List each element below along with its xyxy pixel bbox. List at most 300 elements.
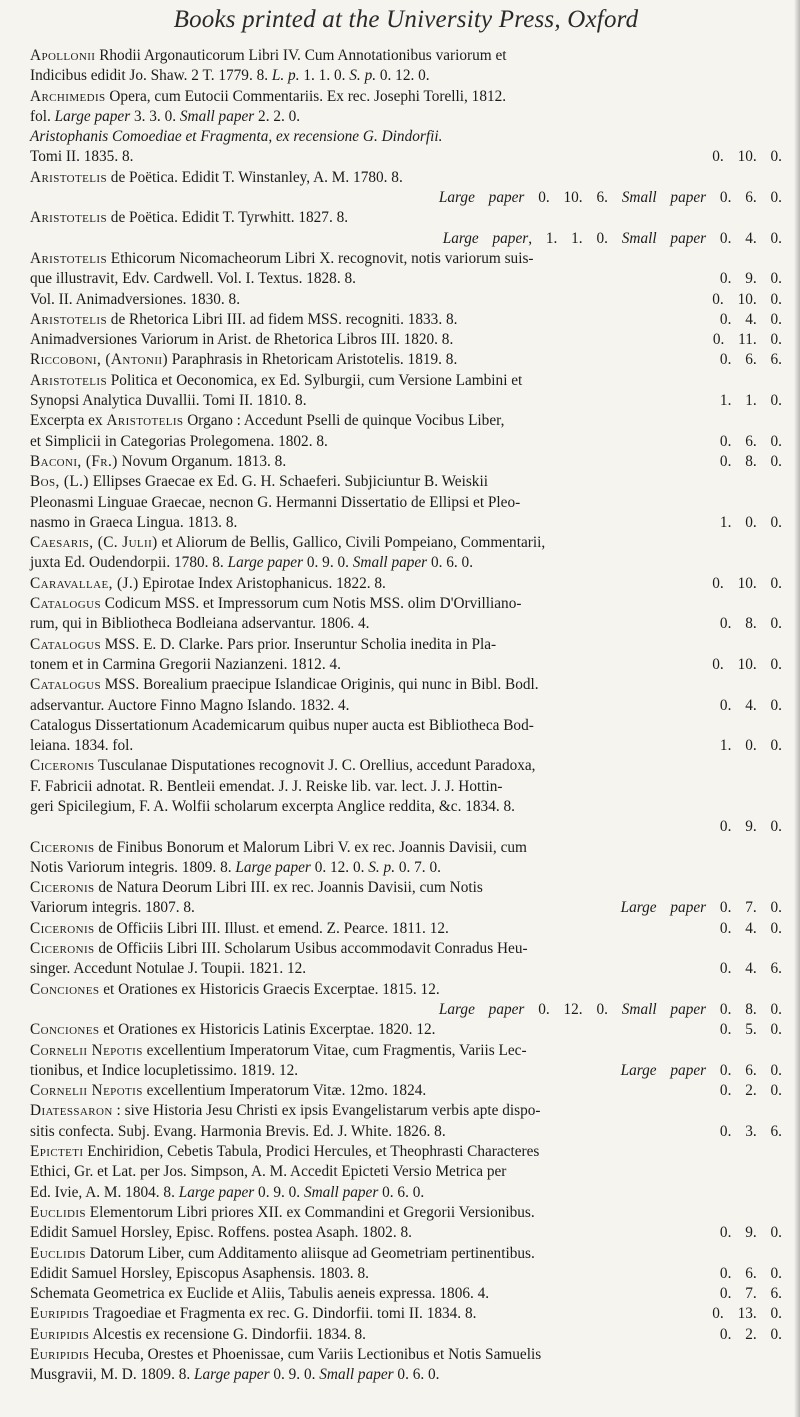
entry-description bbox=[30, 553, 782, 573]
entry-text: 0. 8. 0. bbox=[706, 1000, 782, 1018]
book-entry bbox=[30, 452, 782, 472]
entry-text: 0. 9. 0. bbox=[269, 1366, 320, 1384]
entry-text: 0. 6. 0. bbox=[706, 1061, 782, 1079]
entry-text: Ethicorum Nicomacheorum Libri X. recognovit, notis variorum suis- bbox=[106, 249, 534, 267]
entry-description bbox=[30, 168, 782, 188]
book-entry bbox=[30, 1041, 782, 1082]
price: 0. 2. 0. bbox=[719, 1082, 782, 1100]
entry-line bbox=[30, 107, 782, 127]
edition-note: Large paper bbox=[54, 107, 131, 125]
entry-text: tionibus, et Indice locupletissimo. 1819. 12. bbox=[30, 1061, 299, 1079]
entry-line bbox=[30, 1183, 782, 1203]
entry-line bbox=[30, 472, 782, 492]
edition-note: Large paper bbox=[178, 1183, 255, 1201]
entry-description bbox=[30, 1325, 704, 1345]
book-entry bbox=[30, 574, 782, 594]
entry-line bbox=[30, 1284, 782, 1304]
entry-description bbox=[30, 391, 704, 411]
entry-line bbox=[30, 533, 782, 553]
entry-line bbox=[30, 371, 782, 391]
entry-line bbox=[30, 1122, 782, 1142]
entry-line bbox=[30, 655, 782, 675]
entry-text: singer. Accedunt Notulae J. Toupii. 1821. 12. bbox=[30, 960, 307, 978]
entry-text: Datorum Liber, cum Additamento aliisque ad Geometriam pertinentibus. bbox=[85, 1244, 535, 1262]
author-name: Ciceronis bbox=[30, 879, 95, 897]
entry-text: MSS. E. D. Clarke. Pars prior. Inseruntur Scholia inedita in Pla- bbox=[100, 635, 497, 653]
entry-text: Opera, cum Eutocii Commentariis. Ex rec. Josephi Torelli, 1812. bbox=[105, 87, 507, 105]
entry-description bbox=[30, 878, 782, 898]
entry-text: MSS. Borealium praecipue Islandicae Originis, qui nunc in Bibl. Bodl. bbox=[100, 676, 539, 694]
edition-note: Small paper bbox=[621, 229, 707, 247]
price: 0. 10. 0. bbox=[712, 655, 782, 673]
edition-note: Aristophanis Comoediae et Fragmenta, ex recensione G. Dindorfii. bbox=[30, 128, 443, 146]
author-name: Bos, (L.) bbox=[30, 473, 89, 491]
book-entry bbox=[30, 472, 782, 533]
edition-note: Small paper bbox=[319, 1366, 394, 1384]
entry-text: et Aliorum de Bellis, Gallico, Civili Pompeiano, Commentarii, bbox=[157, 534, 546, 552]
entry-text: Musgravii, M. D. 1809. 8. bbox=[30, 1366, 195, 1384]
price: 0. 10. 0. bbox=[712, 290, 782, 308]
entry-line bbox=[30, 696, 782, 716]
book-entry bbox=[30, 635, 782, 676]
entry-line bbox=[30, 594, 782, 614]
entry-text: Epirotae Index Aristophanicus. 1822. 8. bbox=[138, 574, 386, 592]
book-entry bbox=[30, 756, 782, 837]
entry-text: Ed. Ivie, A. M. 1804. 8. bbox=[30, 1183, 179, 1201]
author-name: Catalogus bbox=[30, 676, 101, 694]
price: 1. 1. 0. bbox=[719, 392, 782, 410]
entry-line bbox=[30, 493, 782, 513]
price bbox=[620, 1061, 782, 1081]
entry-description bbox=[30, 432, 704, 452]
author-name: Apollonii bbox=[30, 47, 96, 64]
entry-line bbox=[30, 411, 782, 431]
author-name: Conciones bbox=[30, 1021, 100, 1039]
author-name: Ciceronis bbox=[30, 940, 95, 958]
entry-text: Rhodii Argonauticorum Libri IV. Cum Annotationibus variorum et bbox=[95, 47, 507, 64]
entry-text: adservantur. Auctore Finno Magno Islando. 1832. 4. bbox=[30, 696, 350, 714]
entry-text: Catalogus Dissertationum Academicarum quibus nuper aucta est Bibliotheca Bod- bbox=[30, 716, 534, 734]
entry-description bbox=[30, 472, 782, 492]
page-header: Books printed at the University Press, Oxford bbox=[173, 6, 639, 33]
book-entry bbox=[30, 594, 782, 635]
entry-line bbox=[30, 330, 782, 350]
entry-text: Animadversiones Variorum in Arist. de Rhetorica Libros III. 1820. 8. bbox=[30, 331, 454, 349]
entry-text: 2. 2. 0. bbox=[254, 107, 301, 125]
entry-text: de Finibus Bonorum et Malorum Libri V. ex rec. Joannis Davisii, cum bbox=[94, 838, 527, 856]
entry-description bbox=[30, 513, 704, 533]
price: 0. 3. 6. bbox=[719, 1122, 782, 1140]
price: 0. 2. 0. bbox=[719, 1325, 782, 1343]
edition-note: Large paper bbox=[227, 554, 304, 572]
entry-description bbox=[30, 980, 782, 1000]
entry-description bbox=[30, 1081, 704, 1101]
price: 0. 4. 0. bbox=[719, 310, 782, 328]
entry-description bbox=[30, 1244, 782, 1264]
author-name: Aristotelis bbox=[106, 412, 184, 430]
entry-text: Variorum integris. 1807. 8. bbox=[30, 899, 195, 917]
edition-note: Small paper bbox=[303, 1183, 379, 1201]
entry-text: de Poëtica. Edidit T. Winstanley, A. M. 1780. 8. bbox=[106, 168, 403, 186]
entry-description bbox=[30, 858, 782, 878]
entry-line bbox=[30, 432, 782, 452]
entry-description bbox=[30, 898, 633, 918]
book-entry bbox=[30, 533, 782, 574]
entry-description bbox=[30, 675, 782, 695]
entry-line bbox=[30, 269, 782, 289]
author-name: Caravallae, (J.) bbox=[30, 574, 139, 592]
entry-line bbox=[30, 290, 782, 310]
book-entry bbox=[30, 168, 782, 209]
author-name: Ciceronis bbox=[30, 838, 95, 856]
entry-line bbox=[30, 513, 782, 533]
entry-text: 3. 3. 0. bbox=[130, 107, 180, 125]
entry-line bbox=[30, 1101, 782, 1121]
book-entry bbox=[30, 208, 782, 249]
price: 1. 0. 0. bbox=[719, 513, 782, 531]
entry-text: Organo : Accedunt Pselli de quinque Vocibus Liber, bbox=[183, 412, 505, 430]
entry-text: et Simplicii in Categorias Prolegomena. 1802. 8. bbox=[30, 432, 328, 450]
entry-text: de Natura Deorum Libri III. ex rec. Joannis Davisii, cum Notis bbox=[94, 879, 483, 897]
entry-description bbox=[30, 1223, 704, 1243]
book-entry bbox=[30, 919, 782, 939]
entry-text: 1. 1. 0. bbox=[299, 67, 350, 85]
entry-text: excellentium Imperatorum Vitæ. 12mo. 1824. bbox=[142, 1082, 427, 1100]
entry-text: juxta Ed. Oudendorpii. 1780. 8. bbox=[30, 554, 228, 572]
entry-description bbox=[30, 1101, 782, 1121]
author-name: Aristotelis bbox=[30, 249, 107, 267]
price: 0. 10. 0. bbox=[712, 148, 782, 166]
author-name: Aristotelis bbox=[30, 209, 107, 227]
entry-line bbox=[30, 1020, 782, 1040]
entry-description bbox=[30, 614, 704, 634]
entry-description bbox=[30, 756, 782, 776]
entry-text: Excerpta ex bbox=[30, 412, 107, 430]
entry-description bbox=[30, 777, 782, 797]
entry-line bbox=[30, 756, 782, 776]
price: 0. 13. 0. bbox=[712, 1305, 782, 1323]
entry-text: Notis Variorum integris. 1809. 8. bbox=[30, 858, 236, 876]
entry-text: 0. 6. 0. bbox=[393, 1366, 440, 1384]
entry-text: Pleonasmi Linguae Graecae, necnon G. Hermanni Dissertatio de Ellipsi et Pleo- bbox=[30, 493, 521, 511]
entry-description bbox=[30, 1061, 633, 1081]
entry-line bbox=[30, 1142, 782, 1162]
book-entry bbox=[30, 1101, 782, 1142]
edition-note: Large paper bbox=[620, 899, 707, 917]
author-name: Euclidis bbox=[30, 1244, 86, 1262]
price: 0. 4. 6. bbox=[719, 960, 782, 978]
price: 0. 6. 6. bbox=[719, 351, 782, 369]
book-entry bbox=[30, 249, 782, 310]
entry-line bbox=[30, 736, 782, 756]
author-name: Riccoboni, (Antonii) bbox=[30, 351, 168, 369]
entry-text: 0. 6. 0. bbox=[706, 189, 782, 207]
edition-note: Small paper bbox=[179, 107, 255, 125]
edition-note: Large paper bbox=[438, 189, 525, 207]
entry-text: Paraphrasis in Rhetoricam Aristotelis. 1819. 8. bbox=[167, 351, 458, 369]
entry-description bbox=[30, 1264, 704, 1284]
entry-text: Ethici, Gr. et Lat. per Jos. Simpson, A. M. Accedit Epicteti Versio Metrica per bbox=[30, 1163, 507, 1181]
entry-text: Vol. II. Animadversiones. 1830. 8. bbox=[30, 290, 241, 308]
entry-text: Synopsi Analytica Duvallii. Tomi II. 1810. 8. bbox=[30, 392, 307, 410]
entry-text: Edidit Samuel Horsley, Episc. Roffens. postea Asaph. 1802. 8. bbox=[30, 1224, 412, 1242]
author-name: Catalogus bbox=[30, 635, 101, 653]
entry-line bbox=[30, 1345, 782, 1365]
entry-text: Tomi II. 1835. 8. bbox=[30, 148, 134, 166]
author-name: Aristotelis bbox=[30, 168, 107, 186]
edition-note: Large paper bbox=[438, 1000, 525, 1018]
book-entry bbox=[30, 939, 782, 980]
entry-text: Elementorum Libri priores XII. ex Commandini et Gregorii Versionibus. bbox=[85, 1203, 535, 1221]
entry-description bbox=[30, 310, 704, 330]
entry-description bbox=[30, 1203, 782, 1223]
entry-description bbox=[30, 1304, 704, 1324]
entry-description bbox=[30, 147, 704, 167]
page-edge-shadow bbox=[794, 0, 800, 1417]
entry-text: Indicibus edidit Jo. Shaw. 2 T. 1779. 8. bbox=[30, 67, 272, 85]
price: 0. 5. 0. bbox=[719, 1021, 782, 1039]
entry-text: Hecuba, Orestes et Phoenissae, cum Variis Lectionibus et Notis Samuelis bbox=[89, 1346, 542, 1363]
entry-description bbox=[30, 1365, 782, 1385]
book-entry bbox=[30, 127, 782, 168]
entry-description bbox=[30, 635, 782, 655]
book-entry bbox=[30, 1325, 782, 1345]
entry-description bbox=[30, 716, 782, 736]
author-name: Diatessaron bbox=[30, 1102, 113, 1120]
author-name: Euripidis bbox=[30, 1305, 90, 1323]
entry-line bbox=[30, 249, 782, 269]
book-entry bbox=[30, 1142, 782, 1203]
price: 0. 10. 0. bbox=[712, 574, 782, 592]
entry-line bbox=[30, 1061, 782, 1081]
entry-line bbox=[30, 553, 782, 573]
price: 0. 11. 0. bbox=[712, 331, 782, 349]
entry-description bbox=[30, 330, 704, 350]
entry-line bbox=[48, 188, 782, 208]
entry-line bbox=[30, 168, 782, 188]
entry-description bbox=[30, 797, 782, 817]
entry-description bbox=[30, 736, 704, 756]
entry-line bbox=[30, 574, 782, 594]
entry-description bbox=[30, 452, 704, 472]
entry-text: nasmo in Graeca Lingua. 1813. 8. bbox=[30, 513, 238, 531]
entry-text: Enchiridion, Cebetis Tabula, Prodici Hercules, et Theophrasti Characteres bbox=[83, 1143, 540, 1161]
entry-text: , 1. 1. 0. bbox=[528, 229, 622, 247]
author-name: Catalogus bbox=[30, 595, 101, 613]
price: 0. 7. 6. bbox=[719, 1285, 782, 1303]
edition-note: Large paper bbox=[194, 1366, 270, 1384]
entry-description bbox=[30, 350, 704, 370]
entry-line bbox=[30, 1162, 782, 1182]
entry-text: excellentium Imperatorum Vitae, cum Fragmentis, Variis Lec- bbox=[142, 1041, 527, 1059]
edition-note: S. p. bbox=[368, 858, 396, 876]
price: 0. 9. 0. bbox=[719, 270, 782, 288]
entry-line bbox=[48, 1000, 782, 1020]
entry-text: Alcestis ex recensione G. Dindorfii. 1834. 8. bbox=[89, 1325, 366, 1343]
entry-text: Schemata Geometrica ex Euclide et Aliis, Tabulis aeneis expressa. 1806. 4. bbox=[30, 1285, 490, 1303]
book-entry bbox=[30, 46, 782, 87]
entry-description bbox=[30, 66, 782, 86]
entry-description bbox=[30, 655, 704, 675]
entry-line bbox=[30, 1223, 782, 1243]
entry-line bbox=[30, 959, 782, 979]
book-entry bbox=[30, 878, 782, 919]
price: 0. 9. 0. bbox=[719, 1224, 782, 1242]
entry-text: de Officiis Libri III. Illust. et emend. Z. Pearce. 1811. 12. bbox=[94, 919, 449, 937]
author-name: Ciceronis bbox=[30, 919, 95, 937]
entry-line bbox=[30, 1304, 782, 1324]
entry-description bbox=[30, 919, 704, 939]
entry-text: sitis confecta. Subj. Evang. Harmonia Brevis. Ed. J. White. 1826. 8. bbox=[30, 1122, 446, 1140]
entry-description bbox=[30, 411, 782, 431]
entry-text: que illustravit, Edv. Cardwell. Vol. I. Textus. 1828. 8. bbox=[30, 270, 356, 288]
book-entry bbox=[30, 87, 782, 128]
book-entry bbox=[30, 1345, 782, 1386]
entry-line bbox=[30, 898, 782, 918]
price bbox=[620, 898, 782, 918]
entry-line bbox=[30, 1244, 782, 1264]
entry-description bbox=[30, 493, 782, 513]
entry-description bbox=[30, 1122, 704, 1142]
entry-description bbox=[30, 594, 782, 614]
entry-description bbox=[30, 939, 782, 959]
entry-text: : sive Historia Jesu Christi ex ipsis Evangelistarum verbis apte dispo- bbox=[112, 1102, 541, 1120]
entry-description bbox=[30, 1183, 782, 1203]
author-name: Ciceronis bbox=[30, 757, 95, 775]
entry-text: 0. 9. 0. bbox=[254, 1183, 304, 1201]
entry-line bbox=[30, 797, 782, 817]
entry-line bbox=[30, 1365, 782, 1385]
book-entry bbox=[30, 411, 782, 452]
edition-note: Large paper bbox=[235, 858, 311, 876]
edition-note: Large paper bbox=[442, 229, 529, 247]
price: 0. 6. 0. bbox=[719, 432, 782, 450]
book-entry bbox=[30, 980, 782, 1021]
entry-line bbox=[48, 817, 782, 837]
book-list bbox=[30, 46, 782, 1386]
book-entry bbox=[30, 1244, 782, 1305]
book-entry bbox=[30, 310, 782, 351]
entry-text: Tusculanae Disputationes recognovit J. C. Orellius, accedunt Paradoxa, bbox=[94, 757, 536, 775]
entry-description bbox=[30, 87, 782, 107]
entry-text: F. Fabricii adnotat. R. Bentleii emendat. J. J. Reiske lib. var. lect. J. J. Hottin- bbox=[30, 777, 503, 795]
entry-text: de Rhetorica Libri III. ad fidem MSS. recogniti. 1833. 8. bbox=[106, 310, 458, 328]
entry-text: 0. 7. 0. bbox=[395, 858, 441, 876]
entry-line bbox=[30, 147, 782, 167]
entry-line bbox=[30, 838, 782, 858]
book-entry bbox=[30, 1081, 782, 1101]
entry-line bbox=[30, 391, 782, 411]
price: 0. 6. 0. bbox=[719, 1264, 782, 1282]
book-entry bbox=[30, 1020, 782, 1040]
entry-description bbox=[30, 533, 782, 553]
price: 0. 8. 0. bbox=[719, 452, 782, 470]
author-name: Archimedis bbox=[30, 87, 106, 105]
entry-line bbox=[30, 980, 782, 1000]
entry-line bbox=[30, 858, 782, 878]
edition-note: S. p. bbox=[349, 67, 377, 85]
author-name: Aristotelis bbox=[30, 310, 107, 328]
entry-description bbox=[30, 959, 704, 979]
author-name: Aristotelis bbox=[30, 371, 107, 389]
entry-line bbox=[30, 1264, 782, 1284]
entry-text: et Orationes ex Historicis Graecis Excerptae. 1815. 12. bbox=[99, 980, 440, 998]
entry-text: et Orationes ex Historicis Latinis Excerptae. 1820. 12. bbox=[99, 1021, 436, 1039]
entry-line bbox=[30, 1041, 782, 1061]
entry-text: 0. 4. 0. bbox=[706, 229, 782, 247]
entry-line bbox=[48, 229, 782, 249]
entry-description bbox=[30, 290, 704, 310]
entry-description bbox=[30, 249, 782, 269]
entry-line bbox=[30, 1203, 782, 1223]
entry-line bbox=[30, 127, 782, 147]
entry-description bbox=[30, 46, 782, 66]
entry-line bbox=[30, 716, 782, 736]
entry-line bbox=[30, 878, 782, 898]
entry-description bbox=[30, 269, 704, 289]
entry-text: 0. 9. 0. bbox=[303, 554, 353, 572]
entry-description bbox=[30, 838, 782, 858]
entry-line bbox=[30, 675, 782, 695]
edition-note: Small paper bbox=[621, 1000, 707, 1018]
book-entry bbox=[30, 675, 782, 716]
entry-description bbox=[30, 208, 782, 228]
entry-text: Politica et Oeconomica, ex Ed. Sylburgii, cum Versione Lambini et bbox=[106, 371, 523, 389]
entry-text: Ellipses Graecae ex Ed. G. H. Schaeferi. Subjiciuntur B. Weiskii bbox=[88, 473, 488, 491]
price: 1. 0. 0. bbox=[719, 737, 782, 755]
entry-line bbox=[30, 87, 782, 107]
price: 0. 4. 0. bbox=[719, 919, 782, 937]
entry-description bbox=[30, 1041, 782, 1061]
author-name: Cornelii Nepotis bbox=[30, 1082, 143, 1100]
entry-line bbox=[30, 614, 782, 634]
entry-text: Codicum MSS. et Impressorum cum Notis MSS. olim D'Orvilliano- bbox=[100, 595, 522, 613]
edition-note: L. p. bbox=[271, 67, 300, 85]
entry-line bbox=[30, 310, 782, 330]
author-name: Baconi, (Fr.) bbox=[30, 452, 118, 470]
entry-description bbox=[30, 1345, 782, 1365]
book-entry bbox=[30, 1203, 782, 1244]
price: 0. 8. 0. bbox=[719, 615, 782, 633]
entry-text: Tragoediae et Fragmenta ex rec. G. Dindorfii. tomi II. 1834. 8. bbox=[89, 1305, 477, 1323]
entry-text: 0. 12. 0. bbox=[376, 67, 430, 85]
book-entry bbox=[30, 371, 782, 412]
entry-description bbox=[30, 1162, 782, 1182]
book-entry bbox=[30, 716, 782, 757]
author-name: Conciones bbox=[30, 980, 100, 998]
price: 0. 4. 0. bbox=[719, 696, 782, 714]
author-name: Euripidis bbox=[30, 1346, 90, 1363]
entry-text: Novum Organum. 1813. 8. bbox=[117, 452, 287, 470]
edition-note: Small paper bbox=[352, 554, 428, 572]
entry-text: geri Spicilegium, F. A. Wolfii scholarum excerpta Anglice reddita, &c. 1834. 8. bbox=[30, 797, 515, 815]
entry-line bbox=[30, 452, 782, 472]
entry-text: rum, qui in Bibliotheca Bodleiana adservantur. 1806. 4. bbox=[30, 615, 370, 633]
entry-line bbox=[30, 777, 782, 797]
entry-text: Edidit Samuel Horsley, Episcopus Asaphensis. 1803. 8. bbox=[30, 1264, 369, 1282]
entry-text: tonem et in Carmina Gregorii Nazianzeni. 1812. 4. bbox=[30, 655, 341, 673]
entry-text: de Poëtica. Edidit T. Tyrwhitt. 1827. 8. bbox=[106, 209, 349, 227]
book-entry bbox=[30, 350, 782, 370]
entry-text: 0. 9. 0. bbox=[719, 818, 782, 836]
entry-description bbox=[30, 1142, 782, 1162]
entry-text: 0. 12. 0. bbox=[310, 858, 369, 876]
author-name: Euripidis bbox=[30, 1325, 90, 1343]
entry-description bbox=[30, 127, 782, 147]
entry-text: 0. 7. 0. bbox=[706, 899, 782, 917]
edition-note: Small paper bbox=[621, 189, 707, 207]
author-name: Cornelii Nepotis bbox=[30, 1041, 143, 1059]
